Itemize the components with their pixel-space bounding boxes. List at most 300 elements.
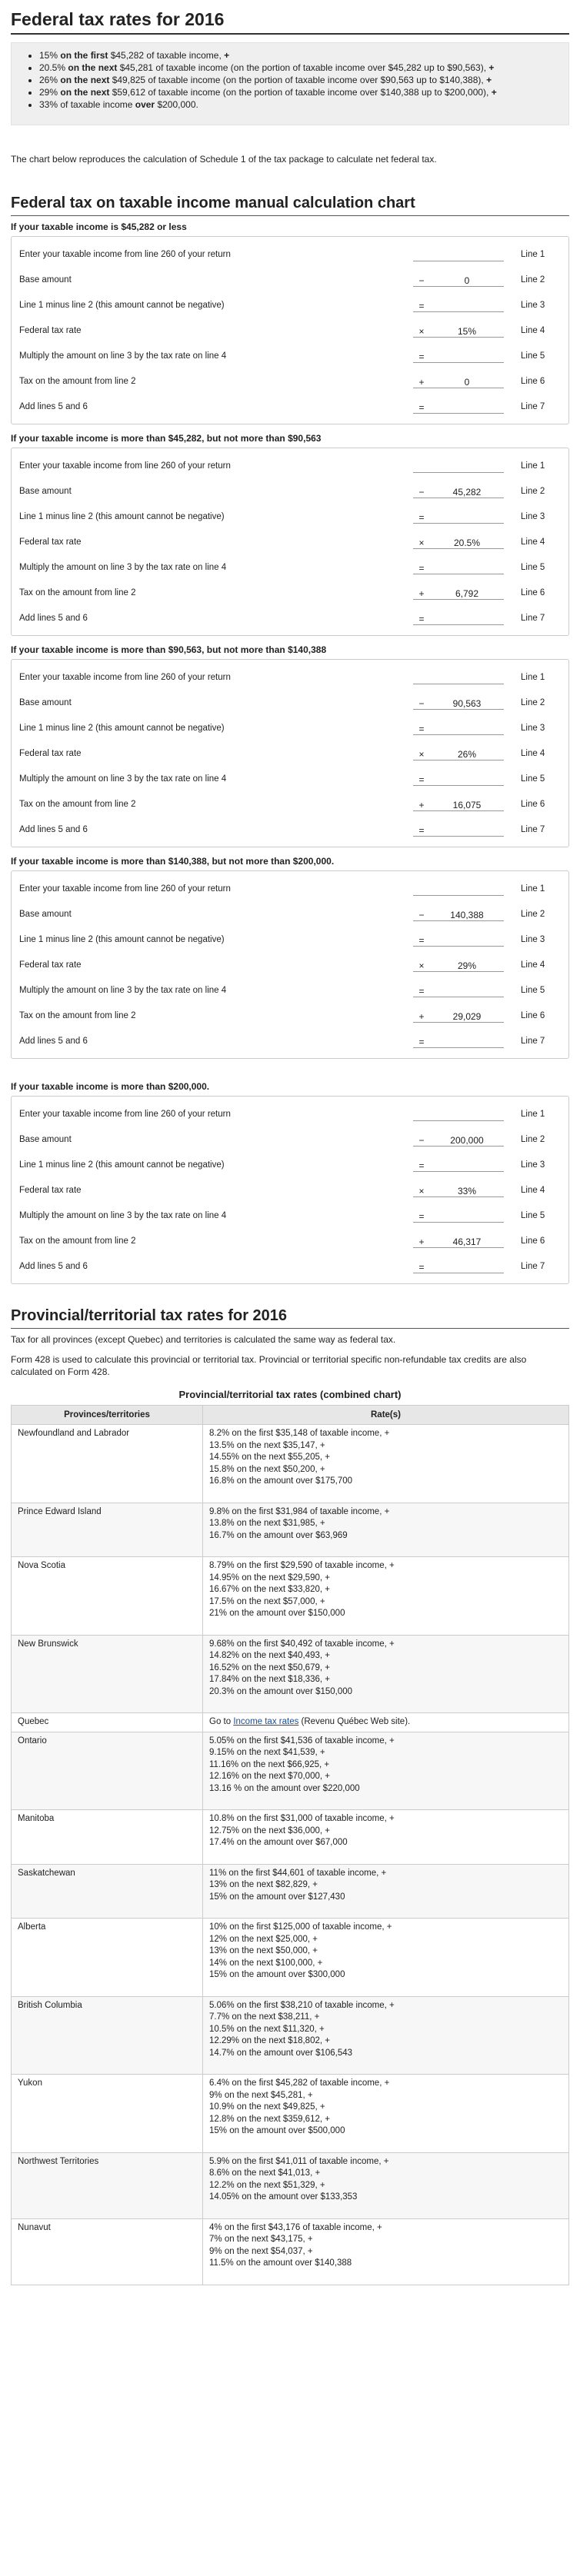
line-number: Line 7 xyxy=(521,824,545,834)
rate-line: 8.79% on the first $29,590 of taxable income, + xyxy=(209,1561,395,1570)
amount-input[interactable] xyxy=(413,561,504,574)
bracket-heading: If your taxable income is more than $90,563, but not more than $140,388 xyxy=(11,644,327,655)
provincial-text-2: Form 428 is used to calculate this provincial or territorial tax. Provincial or territorial specific non-refundable tax credits are also calculated on Form 428. xyxy=(11,1354,527,1377)
preset-value: 90,563 xyxy=(452,697,482,709)
amount-field xyxy=(413,1234,504,1248)
operator-symbol: = xyxy=(418,562,425,574)
operator-symbol: = xyxy=(418,824,425,836)
rate-line: 17.4% on the amount over $67,000 xyxy=(209,1838,348,1847)
amount-field xyxy=(413,797,504,811)
rate-line: 20.3% on the amount over $150,000 xyxy=(209,1686,353,1696)
amount-input[interactable] xyxy=(413,933,504,947)
line-number: Line 5 xyxy=(521,985,545,995)
preset-value: 0 xyxy=(464,275,470,286)
calc-row-label: Federal tax rate xyxy=(19,748,82,758)
rate-line: 9.15% on the next $41,539, + xyxy=(209,1748,325,1757)
line-number: Line 7 xyxy=(521,1036,545,1046)
operator-symbol: × xyxy=(418,748,425,760)
province-rates xyxy=(203,1996,569,2075)
province-name: New Brunswick xyxy=(12,1635,203,1713)
rate-line: 15.8% on the next $50,200, + xyxy=(209,1464,325,1474)
amount-input[interactable] xyxy=(413,349,504,363)
line-number: Line 1 xyxy=(521,884,545,894)
operator-symbol: − xyxy=(418,697,425,709)
line-number: Line 1 xyxy=(521,461,545,471)
operator-symbol: + xyxy=(418,1010,425,1022)
column-header-rates: Rate(s) xyxy=(203,1406,569,1425)
line-number: Line 5 xyxy=(521,1210,545,1220)
rate-line: 15% on the amount over $300,000 xyxy=(209,1970,345,1979)
line-number: Line 2 xyxy=(521,1134,545,1144)
amount-input[interactable] xyxy=(413,671,504,684)
provincial-title: Provincial/territorial tax rates for 2016 xyxy=(11,1307,288,1324)
amount-input[interactable] xyxy=(413,400,504,414)
plus-sign: + xyxy=(488,62,495,73)
rate-line: 12% on the next $25,000, + xyxy=(209,1934,318,1944)
calc-row-label: Base amount xyxy=(19,1134,72,1144)
operator-symbol: = xyxy=(418,1261,425,1273)
bracket-heading: If your taxable income is more than $200,000. xyxy=(11,1081,210,1092)
operator-symbol: − xyxy=(418,275,425,286)
rate-item xyxy=(39,62,559,74)
amount-input[interactable] xyxy=(413,459,504,473)
amount-input[interactable] xyxy=(413,772,504,786)
rate-text: (Revenu Québec Web site). xyxy=(298,1717,411,1726)
rate-line: 15% on the amount over $500,000 xyxy=(209,2126,345,2135)
calc-row-label: Line 1 minus line 2 (this amount cannot be negative) xyxy=(19,723,225,733)
line-number: Line 5 xyxy=(521,562,545,572)
income-tax-rates-link[interactable]: Income tax rates xyxy=(233,1717,299,1726)
rate-line: 4% on the first $43,176 of taxable income, + xyxy=(209,2222,382,2232)
operator-symbol: + xyxy=(418,799,425,810)
calc-row-label: Federal tax rate xyxy=(19,960,82,970)
line-number: Line 2 xyxy=(521,486,545,496)
preset-value: 16,075 xyxy=(452,799,482,810)
calc-row-label: Enter your taxable income from line 260 of your return xyxy=(19,672,231,682)
calc-row-2 xyxy=(19,901,561,927)
calc-row-label: Base amount xyxy=(19,275,72,285)
calc-row-1 xyxy=(19,664,561,690)
operator-symbol: − xyxy=(418,1134,425,1146)
calc-row-4 xyxy=(19,529,561,554)
amount-input[interactable] xyxy=(413,1107,504,1121)
calc-row-1 xyxy=(19,453,561,478)
calc-row-label: Enter your taxable income from line 260 of your return xyxy=(19,461,231,471)
preset-value: 45,282 xyxy=(452,486,482,498)
calc-row-label: Multiply the amount on line 3 by the tax rate on line 4 xyxy=(19,351,227,361)
operator-symbol: = xyxy=(418,1036,425,1047)
calc-row-2 xyxy=(19,478,561,504)
rate-line: 10.8% on the first $31,000 of taxable income, + xyxy=(209,1814,395,1823)
rate-line: 12.75% on the next $36,000, + xyxy=(209,1825,330,1835)
calc-row-1 xyxy=(19,1101,561,1127)
calc-row-label: Base amount xyxy=(19,909,72,919)
page-title: Federal tax rates for 2016 xyxy=(11,9,225,29)
operator-symbol: = xyxy=(418,985,425,997)
rate-line: 7% on the next $43,175, + xyxy=(209,2235,313,2244)
line-number: Line 6 xyxy=(521,1010,545,1020)
rate-text: $59,612 of taxable income (on the portion of taxable income over $140,388 up to $200,000), xyxy=(109,87,489,98)
title-divider xyxy=(11,33,569,35)
province-name: Ontario xyxy=(12,1732,203,1810)
federal-rates-box xyxy=(11,42,569,125)
calc-row-3 xyxy=(19,927,561,952)
province-name: Prince Edward Island xyxy=(12,1503,203,1557)
rate-text: 29% xyxy=(39,87,61,98)
amount-field xyxy=(413,1133,504,1147)
line-number: Line 3 xyxy=(521,934,545,944)
rate-line: 14.05% on the amount over $133,353 xyxy=(209,2192,358,2202)
amount-field xyxy=(413,958,504,972)
calculation-box xyxy=(11,659,569,847)
plus-sign: + xyxy=(491,87,497,98)
rate-item xyxy=(39,49,559,62)
table-header-row xyxy=(12,1406,569,1425)
line-number: Line 1 xyxy=(521,672,545,682)
operator-symbol: = xyxy=(418,613,425,624)
province-name: Nova Scotia xyxy=(12,1557,203,1636)
calc-row-7 xyxy=(19,817,561,842)
operator-symbol: + xyxy=(418,587,425,599)
line-number: Line 7 xyxy=(521,401,545,411)
calc-row-label: Enter your taxable income from line 260 of your return xyxy=(19,249,231,259)
calculation-box xyxy=(11,448,569,636)
operator-symbol: = xyxy=(418,401,425,413)
column-header-province: Provinces/territories xyxy=(12,1406,203,1425)
calc-row-label: Add lines 5 and 6 xyxy=(19,824,88,834)
province-rates xyxy=(203,1557,569,1636)
rate-line: 9.68% on the first $40,492 of taxable income, + xyxy=(209,1639,395,1649)
calc-row-6 xyxy=(19,580,561,605)
calc-row-2 xyxy=(19,690,561,715)
province-rates xyxy=(203,1864,569,1919)
amount-field xyxy=(413,273,504,287)
rate-line: 5.06% on the first $38,210 of taxable income, + xyxy=(209,2000,395,2010)
calc-row-6 xyxy=(19,791,561,817)
province-rates xyxy=(203,1635,569,1713)
province-name: British Columbia xyxy=(12,1996,203,2075)
rate-emphasis: over xyxy=(135,99,155,110)
operator-symbol: × xyxy=(418,1185,425,1196)
amount-field xyxy=(413,484,504,498)
calc-row-label: Add lines 5 and 6 xyxy=(19,1036,88,1046)
preset-value: 0 xyxy=(464,376,470,388)
calc-row-label: Multiply the amount on line 3 by the tax rate on line 4 xyxy=(19,985,227,995)
rate-line: 12.16% on the next $70,000, + xyxy=(209,1772,330,1781)
amount-input[interactable] xyxy=(413,611,504,625)
line-number: Line 6 xyxy=(521,799,545,809)
operator-symbol: = xyxy=(418,774,425,785)
bracket-spacer xyxy=(11,1067,569,1080)
federal-chart-title: Federal tax on taxable income manual calculation chart xyxy=(11,195,415,211)
rate-line: 12.29% on the next $18,802, + xyxy=(209,2036,330,2045)
rate-emphasis: on the next xyxy=(68,62,118,73)
operator-symbol: = xyxy=(418,511,425,523)
rate-line: 14.95% on the next $29,590, + xyxy=(209,1573,330,1583)
amount-input[interactable] xyxy=(413,1260,504,1273)
calc-row-label: Add lines 5 and 6 xyxy=(19,613,88,623)
amount-input[interactable] xyxy=(413,298,504,312)
intro-text: The chart below reproduces the calculation of Schedule 1 of the tax package to calculate net federal tax. xyxy=(11,154,437,165)
operator-symbol: = xyxy=(418,351,425,362)
line-number: Line 4 xyxy=(521,325,545,335)
amount-input[interactable] xyxy=(413,1034,504,1048)
rate-line: 5.05% on the first $41,536 of taxable income, + xyxy=(209,1736,395,1746)
rate-line: 10.9% on the next $49,825, + xyxy=(209,2102,325,2112)
table-row xyxy=(12,2218,569,2285)
operator-symbol: × xyxy=(418,537,425,548)
calc-row-5 xyxy=(19,1203,561,1228)
rate-emphasis: on the next xyxy=(60,87,110,98)
amount-input[interactable] xyxy=(413,721,504,735)
table-row xyxy=(12,1919,569,1997)
bracket-heading: If your taxable income is more than $140,388, but not more than $200,000. xyxy=(11,856,335,867)
province-rates xyxy=(203,2075,569,2153)
rate-text: $200,000. xyxy=(155,99,198,110)
operator-symbol: + xyxy=(418,376,425,388)
table-row xyxy=(12,1635,569,1713)
rate-line: 13.5% on the next $35,147, + xyxy=(209,1440,325,1450)
calc-row-1 xyxy=(19,876,561,901)
rate-item xyxy=(39,86,559,98)
province-rates xyxy=(203,1503,569,1557)
calc-row-label: Enter your taxable income from line 260 of your return xyxy=(19,884,231,894)
line-number: Line 5 xyxy=(521,351,545,361)
plus-sign: + xyxy=(224,50,230,61)
line-number: Line 7 xyxy=(521,613,545,623)
calc-row-label: Tax on the amount from line 2 xyxy=(19,1010,136,1020)
rate-text: $49,825 of taxable income (on the portion of taxable income over $90,563 up to $140,388), xyxy=(109,75,484,85)
line-number: Line 2 xyxy=(521,697,545,707)
line-number: Line 3 xyxy=(521,300,545,310)
rate-line: 15% on the amount over $127,430 xyxy=(209,1892,345,1902)
preset-value: 29% xyxy=(457,960,477,971)
rate-line: 10.5% on the next $11,320, + xyxy=(209,2024,325,2034)
calc-row-5 xyxy=(19,554,561,580)
preset-value: 20.5% xyxy=(453,537,481,548)
provincial-divider xyxy=(11,1328,569,1329)
province-name: Northwest Territories xyxy=(12,2152,203,2218)
table-row xyxy=(12,1996,569,2075)
rate-line: 9% on the next $45,281, + xyxy=(209,2090,313,2100)
calc-row-7 xyxy=(19,605,561,631)
rate-line: 5.9% on the first $41,011 of taxable income, + xyxy=(209,2156,389,2166)
provincial-table-title: Provincial/territorial tax rates (combined chart) xyxy=(178,1389,402,1400)
province-name: Saskatchewan xyxy=(12,1864,203,1919)
rate-line: 13.16 % on the amount over $220,000 xyxy=(209,1783,360,1793)
amount-field xyxy=(413,586,504,600)
calc-row-4 xyxy=(19,952,561,977)
rate-line: 14% on the next $100,000, + xyxy=(209,1958,323,1968)
amount-field xyxy=(413,1009,504,1023)
line-number: Line 4 xyxy=(521,748,545,758)
calc-row-2 xyxy=(19,1127,561,1152)
rate-line: 11% on the first $44,601 of taxable income, + xyxy=(209,1868,387,1878)
table-row xyxy=(12,1425,569,1503)
rate-line: 16.67% on the next $33,820, + xyxy=(209,1585,330,1594)
calc-row-label: Add lines 5 and 6 xyxy=(19,1261,88,1271)
rate-text: $45,281 of taxable income (on the portion of taxable income over $45,282 up to $90,563), xyxy=(117,62,487,73)
rate-text: 26% xyxy=(39,75,61,85)
calculation-box xyxy=(11,1096,569,1284)
preset-value: 26% xyxy=(457,748,477,760)
table-row xyxy=(12,2075,569,2153)
rate-line: 16.52% on the next $50,679, + xyxy=(209,1662,330,1672)
calc-row-3 xyxy=(19,1152,561,1177)
line-number: Line 6 xyxy=(521,587,545,597)
line-number: Line 2 xyxy=(521,909,545,919)
rate-line: 11.16% on the next $66,925, + xyxy=(209,1759,330,1769)
calculation-box xyxy=(11,870,569,1059)
table-row xyxy=(12,1503,569,1557)
calc-row-label: Multiply the amount on line 3 by the tax rate on line 4 xyxy=(19,562,227,572)
calc-row-label: Tax on the amount from line 2 xyxy=(19,1236,136,1246)
calc-row-label: Multiply the amount on line 3 by the tax rate on line 4 xyxy=(19,1210,227,1220)
table-row xyxy=(12,1557,569,1636)
line-number: Line 6 xyxy=(521,376,545,386)
rate-text: 15% xyxy=(39,50,61,61)
rate-text: Go to xyxy=(209,1717,234,1726)
rate-line: 12.8% on the next $359,612, + xyxy=(209,2114,330,2124)
province-rates xyxy=(203,2152,569,2218)
calc-row-6 xyxy=(19,1228,561,1253)
rate-line: 9.8% on the first $31,984 of taxable income, + xyxy=(209,1506,390,1516)
amount-input[interactable] xyxy=(413,823,504,837)
operator-symbol: = xyxy=(418,1210,425,1222)
line-number: Line 4 xyxy=(521,960,545,970)
amount-field xyxy=(413,324,504,338)
rate-line: 13.8% on the next $31,985, + xyxy=(209,1519,325,1528)
amount-input[interactable] xyxy=(413,882,504,896)
line-number: Line 1 xyxy=(521,1109,545,1119)
calc-row-label: Federal tax rate xyxy=(19,325,82,335)
rate-line: 17.84% on the next $18,336, + xyxy=(209,1675,330,1684)
rate-line: 13% on the next $82,829, + xyxy=(209,1880,318,1889)
rate-text: 20.5% xyxy=(39,62,68,73)
operator-symbol: × xyxy=(418,325,425,337)
rate-line: 10% on the first $125,000 of taxable income, + xyxy=(209,1922,392,1932)
amount-input[interactable] xyxy=(413,248,504,261)
calc-row-5 xyxy=(19,343,561,368)
calc-row-label: Line 1 minus line 2 (this amount cannot be negative) xyxy=(19,934,225,944)
line-number: Line 3 xyxy=(521,723,545,733)
calc-row-3 xyxy=(19,292,561,318)
line-number: Line 4 xyxy=(521,537,545,547)
amount-input[interactable] xyxy=(413,983,504,997)
bracket-heading: If your taxable income is more than $45,282, but not more than $90,563 xyxy=(11,433,322,444)
amount-field xyxy=(413,374,504,388)
operator-symbol: = xyxy=(418,723,425,734)
provincial-rates-table xyxy=(11,1405,569,2285)
line-number: Line 2 xyxy=(521,275,545,285)
line-number: Line 5 xyxy=(521,774,545,784)
calc-row-label: Enter your taxable income from line 260 of your return xyxy=(19,1109,231,1119)
preset-value: 6,792 xyxy=(455,587,479,599)
calc-row-label: Federal tax rate xyxy=(19,1185,82,1195)
calc-row-label: Add lines 5 and 6 xyxy=(19,401,88,411)
calc-row-4 xyxy=(19,741,561,766)
calc-row-label: Tax on the amount from line 2 xyxy=(19,587,136,597)
provincial-text-1: Tax for all provinces (except Quebec) and territories is calculated the same way as federal tax. xyxy=(11,1334,396,1345)
table-row xyxy=(12,1713,569,1732)
calc-row-1 xyxy=(19,241,561,267)
line-number: Line 4 xyxy=(521,1185,545,1195)
province-rates xyxy=(203,1425,569,1503)
calc-row-4 xyxy=(19,318,561,343)
rate-emphasis: on the next xyxy=(60,75,110,85)
preset-value: 33% xyxy=(457,1185,477,1196)
calc-row-label: Federal tax rate xyxy=(19,537,82,547)
table-row xyxy=(12,1732,569,1810)
rate-line: 14.7% on the amount over $106,543 xyxy=(209,2048,353,2058)
preset-value: 15% xyxy=(457,325,477,337)
calc-row-7 xyxy=(19,1253,561,1279)
line-number: Line 3 xyxy=(521,1160,545,1170)
line-number: Line 3 xyxy=(521,511,545,521)
rate-item xyxy=(39,74,559,86)
preset-value: 46,317 xyxy=(452,1236,482,1247)
bracket-heading: If your taxable income is $45,282 or less xyxy=(11,221,187,232)
province-rates xyxy=(203,2218,569,2285)
calc-row-label: Multiply the amount on line 3 by the tax rate on line 4 xyxy=(19,774,227,784)
amount-input[interactable] xyxy=(413,1209,504,1223)
amount-field xyxy=(413,535,504,549)
operator-symbol: − xyxy=(418,909,425,920)
calc-row-3 xyxy=(19,504,561,529)
federal-brackets xyxy=(11,221,569,1284)
table-row xyxy=(12,1810,569,1865)
table-row xyxy=(12,2152,569,2218)
province-name: Nunavut xyxy=(12,2218,203,2285)
rate-line: 7.7% on the next $38,211, + xyxy=(209,2012,320,2022)
province-name: Alberta xyxy=(12,1919,203,1997)
line-number: Line 1 xyxy=(521,249,545,259)
amount-input[interactable] xyxy=(413,1158,504,1172)
calculation-box xyxy=(11,236,569,424)
calc-row-7 xyxy=(19,394,561,419)
operator-symbol: − xyxy=(418,486,425,498)
calc-row-4 xyxy=(19,1177,561,1203)
calc-row-label: Line 1 minus line 2 (this amount cannot be negative) xyxy=(19,300,225,310)
province-rates xyxy=(203,1732,569,1810)
preset-value: 200,000 xyxy=(450,1134,484,1146)
rate-emphasis: on the first xyxy=(60,50,108,61)
federal-rates-list xyxy=(21,49,559,111)
calc-row-label: Base amount xyxy=(19,486,72,496)
rate-line: 12.2% on the next $51,329, + xyxy=(209,2180,325,2190)
amount-input[interactable] xyxy=(413,510,504,524)
line-number: Line 7 xyxy=(521,1261,545,1271)
province-name: Yukon xyxy=(12,2075,203,2153)
calc-row-label: Line 1 minus line 2 (this amount cannot be negative) xyxy=(19,511,225,521)
table-row xyxy=(12,1864,569,1919)
rate-line: 16.8% on the amount over $175,700 xyxy=(209,1476,353,1486)
calc-row-5 xyxy=(19,977,561,1003)
calc-row-3 xyxy=(19,715,561,741)
operator-symbol: + xyxy=(418,1236,425,1247)
rate-line: 14.55% on the next $55,205, + xyxy=(209,1453,330,1462)
amount-field xyxy=(413,747,504,760)
rate-line: 14.82% on the next $40,493, + xyxy=(209,1651,330,1660)
rate-line: 6.4% on the first $45,282 of taxable income, + xyxy=(209,2078,390,2088)
amount-field xyxy=(413,1183,504,1197)
province-name: Quebec xyxy=(12,1713,203,1732)
province-rates xyxy=(203,1810,569,1865)
province-rates xyxy=(203,1919,569,1997)
province-rates xyxy=(203,1713,569,1732)
provincial-table-body xyxy=(12,1425,569,2285)
calc-row-label: Tax on the amount from line 2 xyxy=(19,799,136,809)
